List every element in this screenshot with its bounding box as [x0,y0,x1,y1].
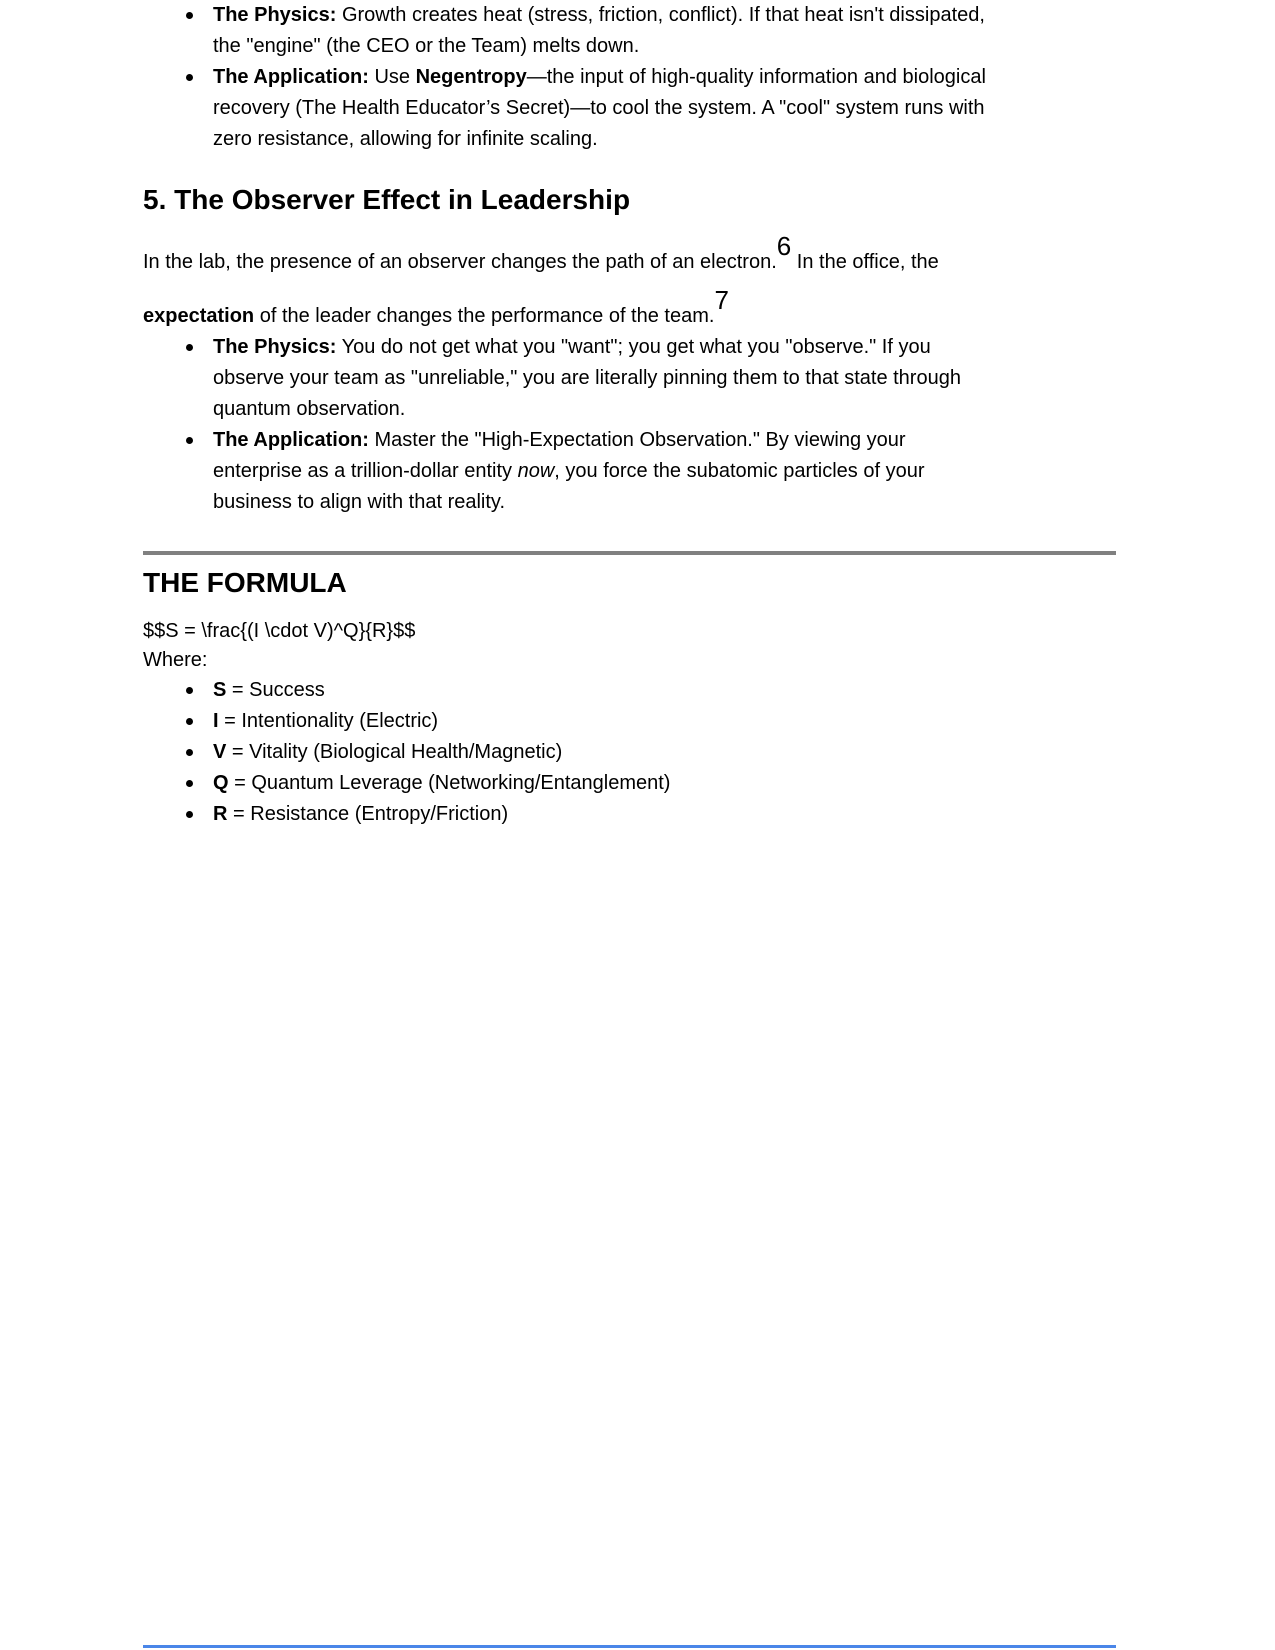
footnote-ref: 7 [714,285,729,315]
list-item [143,799,1134,830]
list-item-line: zero resistance, allowing for infinite scaling. [213,128,598,150]
list-item-line: The Physics: Growth creates heat (stress, friction, conflict). If that heat isn't dissipated, [213,4,985,26]
section-heading-formula: THE FORMULA [143,567,347,598]
list-item [143,0,1134,62]
list-item-line: business to align with that reality. [213,491,506,513]
bullet-icon [186,344,193,351]
list-item-line: observe your team as "unreliable," you are literally pinning them to that state through [213,367,961,389]
list-item-line: recovery (The Health Educator’s Secret)—to cool the system. A "cool" system runs with [213,97,985,119]
list-item [143,62,1134,155]
bullet-icon [186,811,193,818]
list-item [143,425,1134,518]
list-item-line: enterprise as a trillion-dollar entity now, you force the subatomic particles of your [213,460,925,482]
list-item-line: I = Intentionality (Electric) [213,710,439,732]
list-item-line: The Physics: You do not get what you "want"; you get what you "observe." If you [213,336,931,358]
page-bottom-blue-rule [143,1645,1116,1648]
where-label: Where: [143,649,208,671]
horizontal-rule [143,551,1116,555]
list-item-line: quantum observation. [213,398,406,420]
list-item [143,706,1134,737]
observer-paragraph [143,231,1134,332]
bullet-list-observation [143,332,1134,518]
bullet-list-heat [143,0,1134,155]
list-item-line: R = Resistance (Entropy/Friction) [213,803,509,825]
list-item [143,737,1134,768]
list-item-line: S = Success [213,679,325,701]
document-content [143,0,1134,830]
paragraph-line: expectation of the leader changes the performance of the team.7 [143,285,729,327]
list-item [143,332,1134,425]
list-item-line: The Application: Use Negentropy—the input of high-quality information and biological [213,66,986,88]
list-item [143,768,1134,799]
paragraph-line: In the lab, the presence of an observer changes the path of an electron.6 In the office, the [143,231,939,273]
formula-block [143,617,1134,675]
bullet-icon [186,718,193,725]
list-item [143,675,1134,706]
bullet-icon [186,687,193,694]
bullet-icon [186,74,193,81]
list-item-line: V = Vitality (Biological Health/Magnetic) [213,741,563,763]
footnote-ref: 6 [776,231,792,261]
list-item-line: The Application: Master the "High-Expectation Observation." By viewing your [213,429,906,451]
bullet-icon [186,437,193,444]
formula-latex-line: $$S = \frac{(I \cdot V)^Q}{R}$$ [143,620,416,642]
bullet-icon [186,12,193,19]
bullet-list-variables [143,675,1134,830]
list-item-line: Q = Quantum Leverage (Networking/Entanglement) [213,772,671,794]
bullet-icon [186,749,193,756]
bullet-icon [186,780,193,787]
section-heading-observer-effect: 5. The Observer Effect in Leadership [143,184,631,215]
list-item-line: the "engine" (the CEO or the Team) melts down. [213,35,640,57]
